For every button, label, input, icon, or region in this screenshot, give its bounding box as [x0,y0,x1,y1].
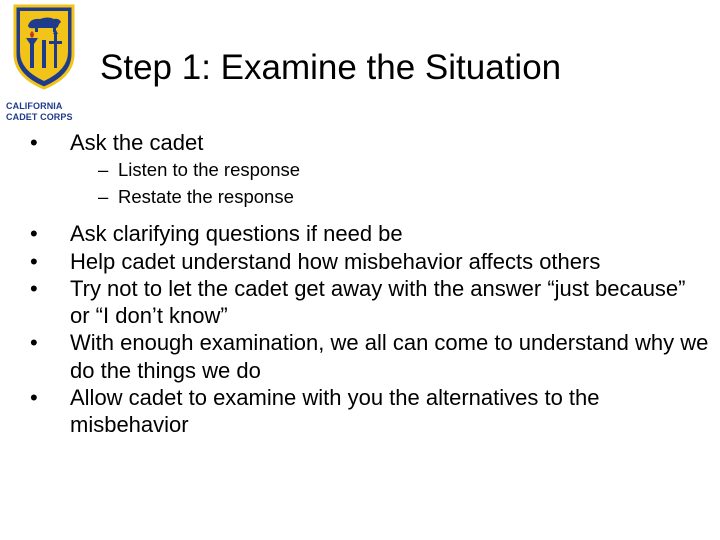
bullet-item [30,275,710,330]
bullet-dot-icon: • [30,275,38,301]
bullet-list [30,129,710,439]
bullet-item [30,329,710,384]
sub-bullet-text: Listen to the response [118,159,301,181]
bullet-text: Allow cadet to examine with you the alternatives to the misbehavior [70,385,600,438]
logo-caption-line1: CALIFORNIA [6,101,63,111]
bullet-dot-icon: • [30,221,38,247]
shield-crest-icon [12,4,76,90]
sub-bullet-item [30,183,710,210]
bullet-dot-icon: • [30,385,38,411]
bullet-dot-icon: • [30,248,38,274]
logo-caption [6,101,92,123]
bullet-dot-icon: • [30,130,38,155]
sub-bullet-item [30,156,710,183]
sub-bullet-dash-icon: – [98,159,109,181]
sub-bullet-text: Restate the response [118,186,294,208]
bullet-item [30,220,710,247]
bullet-text: Ask the cadet [70,130,204,155]
bullet-text: Try not to let the cadet get away with the answer “just because” or “I don’t know” [70,275,686,329]
bullet-text: Ask clarifying questions if need be [70,221,403,247]
bullet-item [30,248,710,275]
logo-caption-line2: CADET CORPS [6,112,73,122]
california-cadet-corps-logo [6,4,82,124]
bullet-text: Help cadet understand how misbehavior affects others [70,248,601,274]
bullet-item [30,384,710,439]
bullet-text: With enough examination, we all can come to understand why we do the things we do [70,330,709,383]
sub-bullet-dash-icon: – [98,186,109,208]
slide-title: Step 1: Examine the Situation [100,48,562,87]
bullet-item [30,129,710,156]
bullet-dot-icon: • [30,330,38,356]
